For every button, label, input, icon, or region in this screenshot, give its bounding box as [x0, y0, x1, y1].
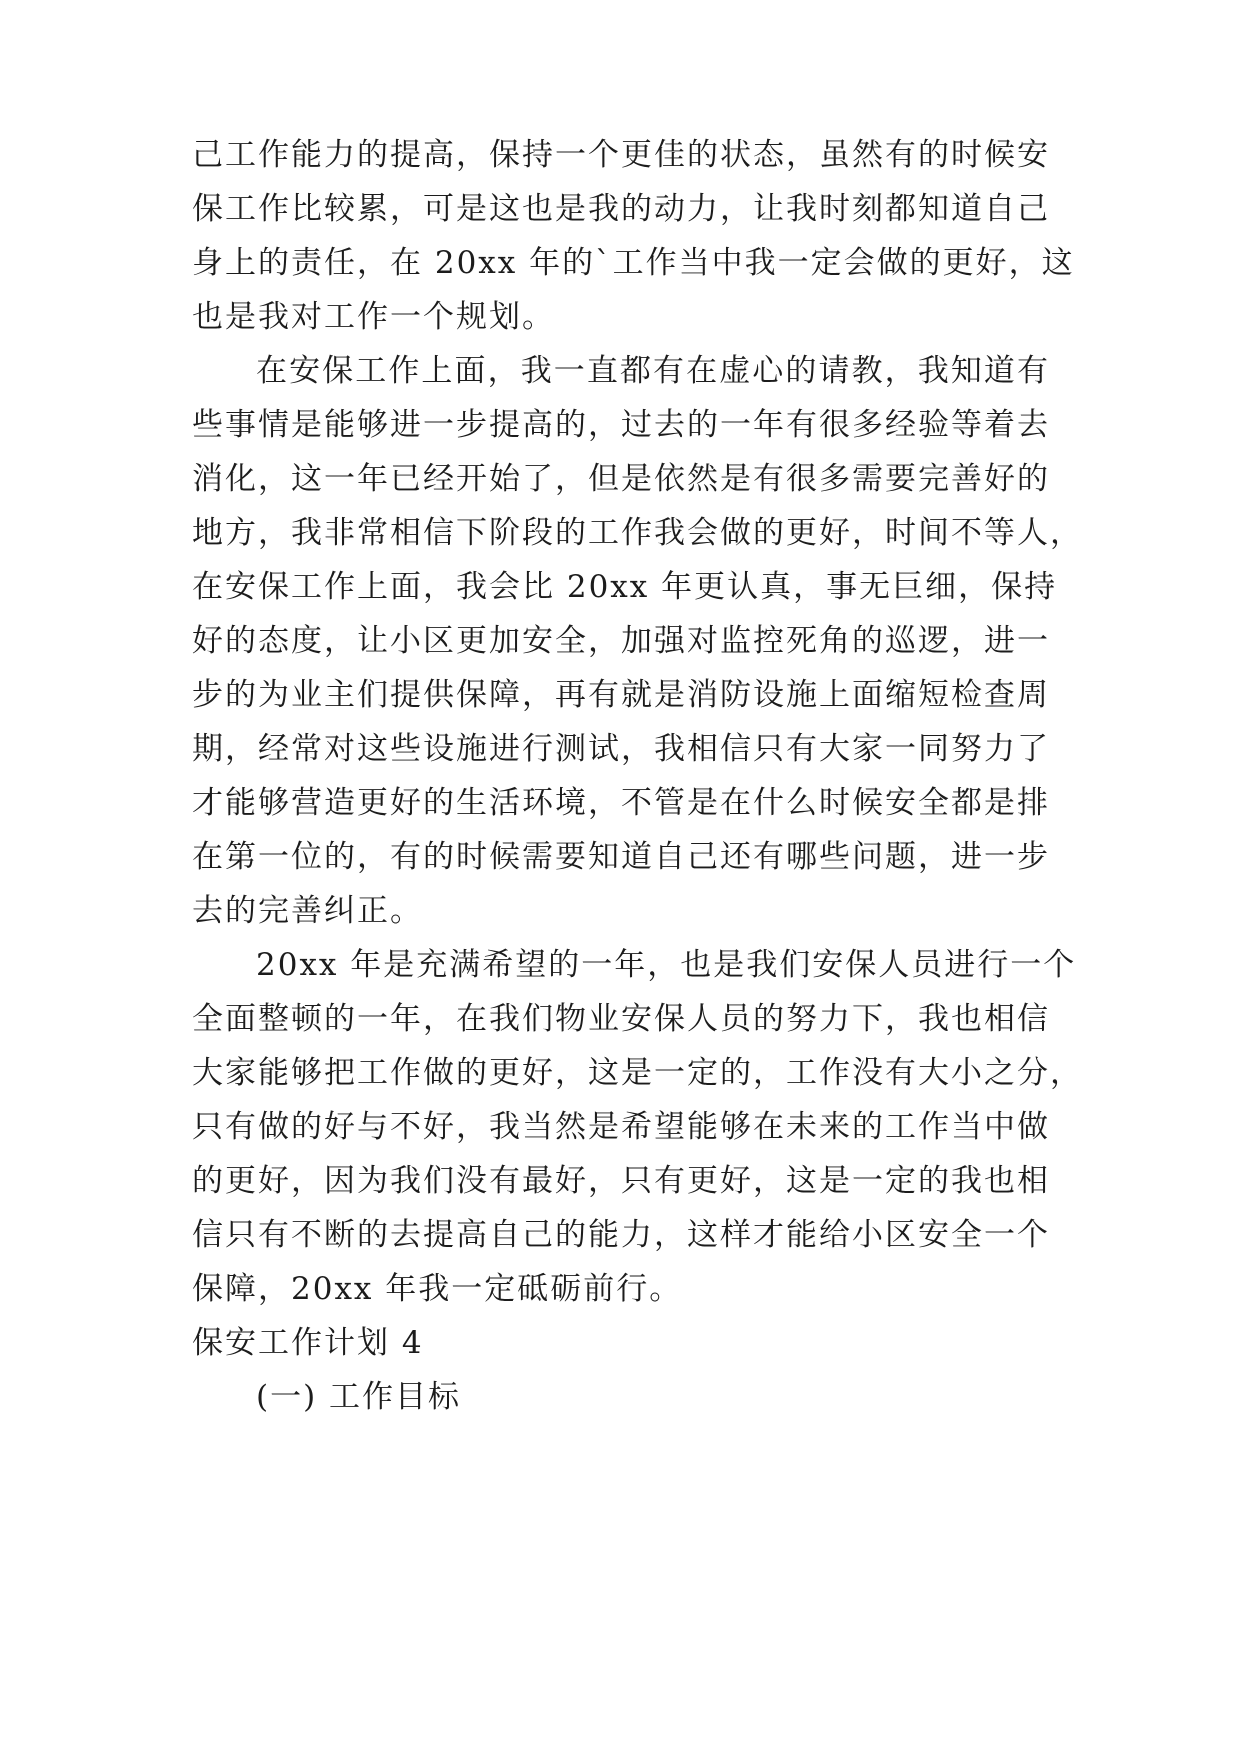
paragraph-2-line-3: 消化，这一年已经开始了，但是依然是有很多需要完善好的	[192, 461, 1050, 497]
paragraph-1-line-4: 也是我对工作一个规划。	[192, 299, 555, 335]
paragraph-1-line-3: 身上的责任，在 20xx 年的`工作当中我一定会做的更好，这	[192, 245, 1075, 281]
paragraph-3-line-5: 的更好，因为我们没有最好，只有更好，这是一定的我也相	[192, 1163, 1050, 1199]
section-title: 保安工作计划 4	[192, 1325, 424, 1361]
paragraph-2-line-11: 去的完善纠正。	[192, 893, 423, 929]
paragraph-3-line-2: 全面整顿的一年，在我们物业安保人员的努力下，我也相信	[192, 1001, 1050, 1037]
paragraph-2-line-8: 期，经常对这些设施进行测试，我相信只有大家一同努力了	[192, 731, 1050, 767]
paragraph-2-line-5: 在安保工作上面，我会比 20xx 年更认真，事无巨细，保持	[192, 569, 1058, 605]
subsection-title: (一) 工作目标	[256, 1379, 462, 1415]
paragraph-2-line-4: 地方，我非常相信下阶段的工作我会做的更好，时间不等人，	[192, 515, 1083, 551]
paragraph-2-line-10: 在第一位的，有的时候需要知道自己还有哪些问题，进一步	[192, 839, 1050, 875]
paragraph-3-line-3: 大家能够把工作做的更好，这是一定的，工作没有大小之分，	[192, 1055, 1083, 1091]
paragraph-3-line-4: 只有做的好与不好，我当然是希望能够在未来的工作当中做	[192, 1109, 1050, 1145]
paragraph-3-line-1: 20xx 年是充满希望的一年，也是我们安保人员进行一个	[256, 947, 1077, 983]
paragraph-2-line-1: 在安保工作上面，我一直都有在虚心的请教，我知道有	[256, 353, 1050, 389]
paragraph-3-line-6: 信只有不断的去提高自己的能力，这样才能给小区安全一个	[192, 1217, 1050, 1253]
paragraph-1-line-2: 保工作比较累，可是这也是我的动力，让我时刻都知道自己	[192, 191, 1050, 227]
paragraph-2-line-6: 好的态度，让小区更加安全，加强对监控死角的巡逻，进一	[192, 623, 1050, 659]
paragraph-1-line-1: 己工作能力的提高，保持一个更佳的状态，虽然有的时候安	[192, 137, 1050, 173]
paragraph-3-line-7: 保障，20xx 年我一定砥砺前行。	[192, 1271, 683, 1307]
paragraph-2-line-7: 步的为业主们提供保障，再有就是消防设施上面缩短检查周	[192, 677, 1050, 713]
paragraph-2-line-9: 才能够营造更好的生活环境，不管是在什么时候安全都是排	[192, 785, 1050, 821]
paragraph-2-line-2: 些事情是能够进一步提高的，过去的一年有很多经验等着去	[192, 407, 1050, 443]
